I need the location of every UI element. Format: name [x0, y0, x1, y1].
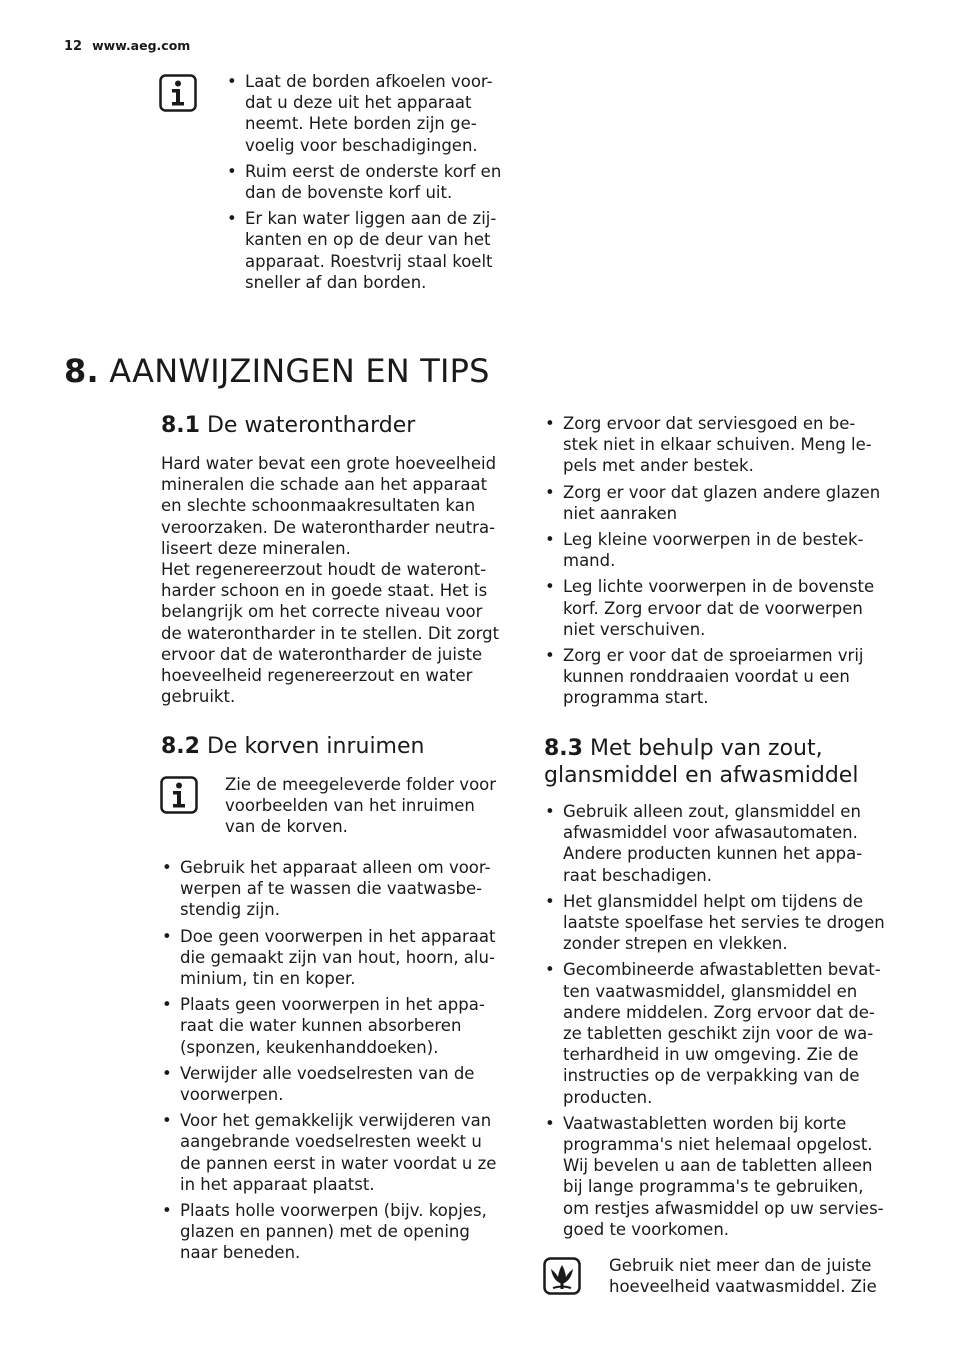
subsection-8-3-heading: 8.3 Met behulp van zout, glansmiddel en afwasmiddel	[544, 736, 859, 788]
list-item: • Zorg er voor dat de sproeiarmen vrij kunnen ronddraaien voordat u een programma start.	[545, 645, 915, 709]
page-header	[64, 38, 190, 54]
subsection-8-2-heading: 8.2 De korven inruimen	[161, 734, 425, 759]
list-item: • Gebruik het apparaat alleen om voor- werpen af te wassen die vaatwasbe- stendig zijn.	[162, 857, 522, 921]
top-note-bullet-list	[227, 71, 527, 298]
list-item: • Doe geen voorwerpen in het apparaat die gemaakt zijn van hout, hoorn, alu- minium, tin en koper.	[162, 926, 522, 990]
list-item: • Voor het gemakkelijk verwijderen van aangebrande voedselresten weekt u de pannen eerst in water voordat u ze in het apparaat plaatst.	[162, 1110, 522, 1195]
info-icon	[159, 74, 197, 112]
section-title: AANWIJZINGEN EN TIPS	[109, 352, 490, 390]
list-item: • Leg kleine voorwerpen in de bestek- mand.	[545, 529, 915, 571]
environment-note: Gebruik niet meer dan de juiste hoeveelheid vaatwasmiddel. Zie	[609, 1256, 877, 1297]
loading-tips-bullet-list	[545, 413, 915, 714]
environment-leaf-icon	[543, 1257, 581, 1295]
list-item: • Leg lichte voorwerpen in de bovenste korf. Zorg ervoor dat de voorwerpen niet verschuiven.	[545, 576, 915, 640]
list-item: • Laat de borden afkoelen voor- dat u deze uit het apparaat neemt. Hete borden zijn ge- voelig voor beschadigingen.	[227, 71, 527, 156]
detergent-bullet-list	[545, 801, 915, 1245]
section-8-heading	[64, 352, 490, 390]
website-url: www.aeg.com	[92, 38, 191, 53]
list-item: • Het glansmiddel helpt om tijdens de laatste spoelfase het servies te drogen zonder strepen en vlekken.	[545, 891, 915, 955]
list-item: • Vaatwastabletten worden bij korte programma's niet helemaal opgelost. Wij bevelen u aan de tabletten alleen bij lange programma's te gebruiken, om restjes afwasmiddel op uw servies- goed te voorkomen.	[545, 1113, 915, 1240]
list-item: • Plaats geen voorwerpen in het appa- raat die water kunnen absorberen (sponzen, keukenhanddoeken).	[162, 994, 522, 1058]
basket-loading-note: Zie de meegeleverde folder voor voorbeelden van het inruimen van de korven.	[225, 775, 497, 837]
water-softener-paragraph: Hard water bevat een grote hoeveelheid mineralen die schade aan het apparaat en slechte schoonmaakresultaten kan veroorzaken. De waterontharder neutra- liseert deze mineralen. Het regenereerzout houdt de wateront- harder schoon en in goede staat. Het is belangrijk om het correcte niveau voor de waterontharder in te stellen. Dit zorgt ervoor dat de waterontharder de juiste hoeveelheid regenereerzout en water gebruikt.	[161, 454, 500, 707]
list-item: • Gecombineerde afwastabletten bevat- ten vaatwasmiddel, glansmiddel en andere middelen. Zorg ervoor dat de- ze tabletten geschikt zijn voor de wa- terhardheid in uw omgeving. Zie de instructies op de verpakking van de producten.	[545, 959, 915, 1107]
subsection-8-1-heading: 8.1 De waterontharder	[161, 413, 416, 438]
page-number: 12	[64, 39, 83, 54]
list-item: • Plaats holle voorwerpen (bijv. kopjes, glazen en pannen) met de opening naar beneden.	[162, 1200, 522, 1264]
section-number: 8.	[64, 352, 99, 390]
list-item: • Verwijder alle voedselresten van de voorwerpen.	[162, 1063, 522, 1105]
list-item: • Gebruik alleen zout, glansmiddel en afwasmiddel voor afwasautomaten. Andere producten kunnen het appa- raat beschadigen.	[545, 801, 915, 886]
list-item: • Zorg ervoor dat serviesgoed en be- stek niet in elkaar schuiven. Meng le- pels met ander bestek.	[545, 413, 915, 477]
basket-loading-bullet-list	[162, 857, 522, 1269]
list-item: • Zorg er voor dat glazen andere glazen niet aanraken	[545, 482, 915, 524]
list-item: • Er kan water liggen aan de zij- kanten en op de deur van het apparaat. Roestvrij staal koelt sneller af dan borden.	[227, 208, 527, 293]
list-item: • Ruim eerst de onderste korf en dan de bovenste korf uit.	[227, 161, 527, 203]
info-icon	[160, 776, 198, 814]
